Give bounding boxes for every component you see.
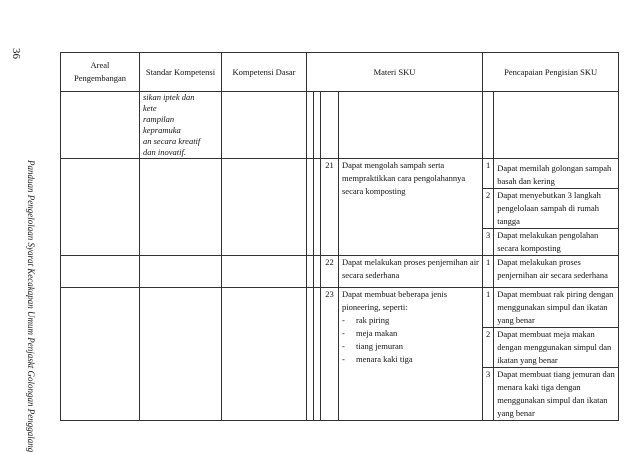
list-item: - rak piring: [342, 314, 479, 327]
materi-text: Dapat melakukan proses penjernihan air secara sederhana: [339, 256, 483, 288]
side-running-title: Panduan Pengelolaan Syarat Kecakapan Umum Penjaskt Golongan Penggalang: [26, 160, 36, 452]
header-pencapaian: Pencapaian Pengisian SKU: [483, 53, 619, 92]
item-number: 2: [483, 328, 494, 368]
item-number: 1: [483, 159, 494, 189]
list-item: - menara kaki tiga: [342, 353, 479, 366]
header-kompetensi: Kompetensi Dasar: [222, 53, 307, 92]
materi-text: Dapat mengolah sampah serta mempraktikkan cara pengolahannya secara komposting: [339, 159, 483, 256]
continuation-row: [61, 92, 619, 159]
header-materi: Materi SKU: [307, 53, 483, 92]
materi-text: Dapat membuat beberapa jenis pioneering, seperti:: [342, 289, 448, 312]
item-text: Dapat memilah golongan sampah basah dan kering: [494, 159, 619, 189]
item-number: 1: [483, 288, 494, 328]
item-text: Dapat melakukan pengolahan secara komposting: [494, 229, 619, 256]
list-item: - tiang jemuran: [342, 340, 479, 353]
item-number: 3: [483, 368, 494, 421]
header-areal: Areal Pengembangan: [61, 53, 140, 92]
header-row: [61, 53, 619, 92]
page-number: 36: [10, 48, 22, 59]
table-row: [61, 256, 619, 288]
item-number: 2: [483, 189, 494, 229]
item-number: 1: [483, 256, 494, 288]
item-text: Dapat melakukan proses penjernihan air secara sederhana: [494, 256, 619, 288]
table-row: [61, 159, 619, 189]
row-number: 22: [321, 256, 339, 288]
item-text: Dapat membuat meja makan dengan menggunakan simpul dan ikatan yang benar: [494, 328, 619, 368]
item-text: Dapat menyebutkan 3 langkah pengelolaan sampah di rumah tangga: [494, 189, 619, 229]
pioneering-list: [342, 314, 479, 366]
table-row: [61, 288, 619, 328]
list-item: - meja makan: [342, 327, 479, 340]
row-number: 23: [321, 288, 339, 421]
item-text: Dapat membuat rak piring dengan menggunakan simpul dan ikatan yang benar: [494, 288, 619, 328]
item-number: 3: [483, 229, 494, 256]
item-text: Dapat membuat tiang jemuran dan menara kaki tiga dengan menggunakan simpul dan ikatan yang benar: [494, 368, 619, 421]
standar-continuation: sikan iptek dan kete rampilan kepramuka an secara kreatif dan inovatif.: [140, 92, 222, 159]
row-number: 21: [321, 159, 339, 256]
header-standar: Standar Kompetensi: [140, 53, 222, 92]
materi-cell: [339, 288, 483, 421]
sku-table: [60, 52, 619, 421]
